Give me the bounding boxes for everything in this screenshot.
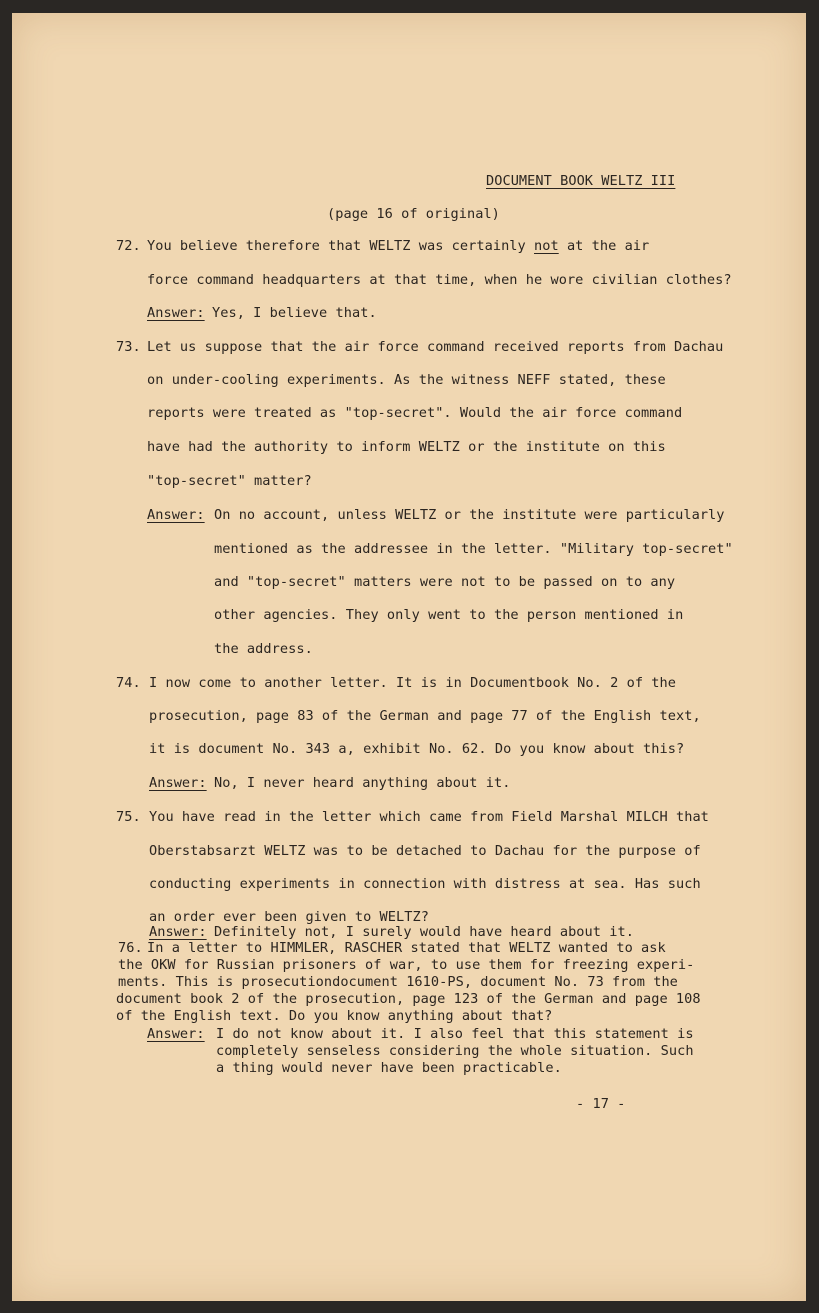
question-number: 73. <box>116 339 141 355</box>
question-line: conducting experiments in connection with distress at sea. Has such <box>149 876 701 892</box>
answer-line: mentioned as the addressee in the letter. "Military top-secret" <box>214 541 733 557</box>
answer-line: On no account, unless WELTZ or the institute were particularly <box>214 507 725 523</box>
question-line: ments. This is prosecutiondocument 1610-PS, document No. 73 from the <box>118 974 678 990</box>
answer-label: Answer: <box>149 775 207 791</box>
question-number: 76. <box>118 940 143 956</box>
question-number: 72. <box>116 238 141 254</box>
question-number: 75. <box>116 809 141 825</box>
question-line: I now come to another letter. It is in Documentbook No. 2 of the <box>149 675 676 691</box>
answer-line: No, I never heard anything about it. <box>214 775 511 791</box>
answer-label: Answer: <box>147 507 205 523</box>
question-line: prosecution, page 83 of the German and page 77 of the English text, <box>149 708 701 724</box>
question-line: Oberstabsarzt WELTZ was to be detached to Dachau for the purpose of <box>149 843 701 859</box>
question-line: of the English text. Do you know anything about that? <box>116 1008 553 1024</box>
question-line: reports were treated as "top-secret". Would the air force command <box>147 405 683 421</box>
question-line: Let us suppose that the air force command received reports from Dachau <box>147 339 724 355</box>
answer-line: Definitely not, I surely would have heard about it. <box>214 924 634 940</box>
question-line: have had the authority to inform WELTZ or the institute on this <box>147 439 666 455</box>
question-line: You have read in the letter which came from Field Marshal MILCH that <box>149 809 709 825</box>
answer-line: and "top-secret" matters were not to be passed on to any <box>214 574 676 590</box>
answer-line: completely senseless considering the whole situation. Such <box>216 1043 694 1059</box>
question-line: it is document No. 343 a, exhibit No. 62. Do you know about this? <box>149 741 685 757</box>
answer-line: other agencies. They only went to the person mentioned in <box>214 607 684 623</box>
page-reference: (page 16 of original) <box>327 206 500 222</box>
question-line: document book 2 of the prosecution, page 123 of the German and page 108 <box>116 991 701 1007</box>
question-line: on under-cooling experiments. As the witness NEFF stated, these <box>147 372 666 388</box>
question-line: You believe therefore that WELTZ was certainly not at the air <box>147 238 650 254</box>
document-header: DOCUMENT BOOK WELTZ III <box>486 173 676 189</box>
answer-line: a thing would never have been practicable. <box>216 1060 562 1076</box>
document-page <box>12 13 806 1301</box>
answer-line: Yes, I believe that. <box>212 305 377 321</box>
question-number: 74. <box>116 675 141 691</box>
question-line: "top-secret" matter? <box>147 473 312 489</box>
question-line: an order ever been given to WELTZ? <box>149 909 429 925</box>
answer-label: Answer: <box>147 1026 205 1042</box>
answer-line: the address. <box>214 641 313 657</box>
question-line: In a letter to HIMMLER, RASCHER stated that WELTZ wanted to ask <box>147 940 666 956</box>
answer-line: I do not know about it. I also feel that this statement is <box>216 1026 694 1042</box>
answer-label: Answer: <box>149 924 207 940</box>
answer-label: Answer: <box>147 305 205 321</box>
question-line: force command headquarters at that time, when he wore civilian clothes? <box>147 272 732 288</box>
question-line: the OKW for Russian prisoners of war, to use them for freezing experi- <box>118 957 695 973</box>
page-number: - 17 - <box>576 1096 626 1112</box>
